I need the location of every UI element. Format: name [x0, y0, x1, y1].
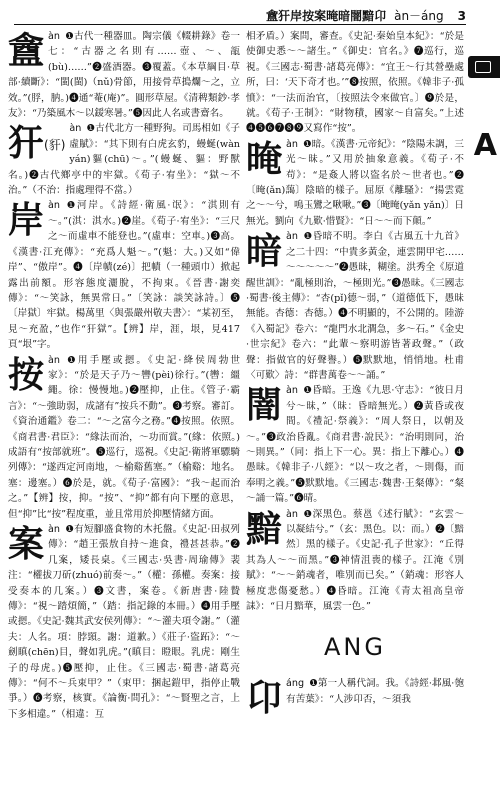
book-icon: [475, 61, 491, 73]
entry-an-dark: [246, 229, 464, 383]
definition: ❶暗。《漢書·元帝紀》：“陰陽未調，三光～昧。”又用於抽象意義。《荀子·不苟》：“是姦人將以盜名於～世者也。”❷〔晻(ǎn)藹〕陰暗的樣子。屈原《離騷》：“揚雲霓之～～兮，鳴玉鸞之啾啾。”❸〔晻晻(yǎn yǎn)〕日無光。劉向《九歎·惜賢》：“日～～而下顛。”: [246, 138, 464, 227]
definition: ❶古代一種器皿。陶宗儀《輟耕錄》卷一七：“古器之名則有……壺、～、瓿(bù)……”❷盛酒器。❸覆蓋。《本草綱目·草部·續斷》：“閩(閩)（nǔ)骨節，用接骨草搗爛～之，立效。”(脬，肭。)❹通“菴(庵)”。圓形草屋。《清稗類鈔·孝友》：“乃築風木～以鍰寒暑。”❺因此人名或書齋名。: [8, 31, 240, 120]
thumb-index-tab: [468, 56, 500, 78]
definition: ❶第一人稱代詞。我。《詩經·邶風·匏有苦葉》：“人涉卬否，～須我: [286, 678, 464, 705]
definition: ❶古代北方一種野狗。司馬相如《子虛賦》：“其下則有白虎玄豹，蟃蜒(wàn yán)貙(chū)～。”(蟃蜒、貙：野獸名。)❷古代鄉亭中的牢獄。《荀子·宥坐》：“獄～不治。”（不治：指處理得不當。）: [8, 123, 240, 197]
definition: ❶用手壓或摁。《史記·絳侯周勃世家》：“於是天子乃～轡(pèi)徐行。”(轡：繮繩。徐：慢慢地。)❷壓抑，止住。《管子·霸言》：“～強助弱，成諸有”按兵不動”。❸考察。審訂。《資治通鑑》卷二：“～之富今之務。”❹按照。依照。《商君書·君臣》：“緣法而治，～功而賞。”(緣：依照。)成語有“按部就班”。❺巡行，巡視。《史記·衛將軍驃騎列傳》：“遂西定河南地，～榆谿舊塞。”（榆谿：地名。塞：邊塞。）❻於是，就。《荀子·富國》：“我～起而治之。”【辨】按，抑。“按”、“抑”都有向下壓的意思，但“抑”比“按”程度重，並且常用於抑壓情緒方面。: [8, 354, 240, 520]
header-roman: àn－áng: [394, 9, 444, 23]
section-heading: ANG: [324, 633, 386, 662]
pronunciation: áng: [286, 678, 305, 690]
pronunciation: àn: [286, 138, 298, 150]
definition: 相矛盾。）案問，審查。《史記·秦始皇本紀》：“於是使御史悉～～諸生。”《御史：官名。》❼巡行，巡視。《三國志·蜀書·諸葛亮傳》：“宜王～行其營壘處所，曰：‘天下奇才也。’”❽按照，依照。《韓非子·孤憤》：“一法而治官，〔按照法令來做官。〕❾於是，就。《荀子·王制》：“財物積，國家～自富矣。”上述❹❺❻❼❽❾又寫作“按”。: [246, 31, 464, 135]
definition: ❶河岸。《詩經·衛風·氓》：“淇則有～。”(淇：淇水。)❷崖。《荀子·宥坐》：“三尺之～而虛車不能登也。”(虛車：空車。)❸高。《漢書·江充傳》：“充爲人魁～。”(魁：大。)又如“偉岸”、“傲岸”。❹〔岸幘(zé)〕把幘（一種頭巾）掀起露出前額。形容態度灑脫，不拘束。《晉書·謝奕傳》：“～笑詠，無異常日。”〔笑詠：談笑詠詩。〕❺〔岸獄〕牢獄。楊萬里〈與張嚴州敬夫書〉：“某初至，見～充盈，”也作“犴獄”。【辨】岸，涯，垠，見417頁“垠”字。: [8, 200, 240, 351]
headword-variant: (豻): [44, 138, 66, 153]
entry-an-dim: [246, 137, 464, 229]
headword: 岸: [8, 200, 45, 242]
definition: ❶深黑色。蔡邕《述行賦》：“玄雲～以凝結兮。”（玄：黑色。以：而。）❷〔黯然〕黑的樣子。《史記·孔子世家》：“丘得其為人～～而黑。”❸神情沮喪的樣子。江淹《別賦》：“～～銷魂者，唯別而已矣。”（銷魂：形容人極度悲傷憂愁。）❹昏暗。江淹《青太祖高皇帝誄》：“日月黯華，風雲一色。”: [246, 508, 464, 613]
entry-an-black: [246, 507, 464, 615]
entry-ang: [246, 676, 464, 720]
pronunciation: àn: [286, 508, 298, 520]
entry-an-obscure: [246, 383, 464, 506]
definition: ❶昏暗。王逸《九思·守志》：“彼日月兮～昧，”（昧：昏暗無光。）❷黃昏或夜間。《禮記·祭義》：“周人祭日，以朝及～。”❸政治昏亂。《商君書·說民》：“治明則同，治～則異。”（同：指上下一心。異：指上下離心。）❹愚昧。《韓非子·八經》：“以～攻之者，～則傷，而奉明之義。”❺默默地。《三國志·魏書·王粲傳》：“粲～誦一篇。”❻晴。: [246, 385, 464, 505]
headword: 卬: [246, 678, 283, 720]
entry-pan: [8, 29, 240, 121]
entry-an-press: [8, 353, 240, 522]
pronunciation: àn: [48, 200, 60, 212]
header-chars: 盦犴岸按案晻暗闇黯卬: [266, 9, 387, 23]
pronunciation: àn: [48, 524, 60, 535]
page-number: 3: [457, 9, 466, 23]
entry-an-shore: [8, 198, 240, 352]
entry-an-table-continued: [246, 29, 464, 137]
pronunciation: àn: [286, 231, 298, 243]
headword: 暗: [246, 231, 283, 273]
pronunciation: àn: [286, 385, 298, 397]
entry-an-table: [8, 522, 240, 722]
headword: 盦: [8, 31, 45, 72]
thumb-index-letter: A: [473, 128, 497, 163]
definition: ❶昏暗不明。李白《古風五十九首》之二十四：“中貴多黃金，連雲開甲宅……～～～～～”❷愚昧，糊塗。洪秀全《原道醒世訓》：“亂極則治，～極則光。”❸愚昧。《三國志·蜀書·後主傳》：“杏(pǐ)德～弱，”（道德低下，愚昧無能。杏德：杏德。）❹不明顯的，不公開的。陸游《入蜀記》卷六：“龍門水北澗急，多～石。”《金史·世宗紀》卷六：“此輩～察明游皆著政聲。”（政聲：指做官的好聲譽。）❺默默地，悄悄地。杜甫〈可歎〉詩：“群書萬卷～～誦。”: [246, 231, 464, 381]
headword: 案: [8, 524, 45, 565]
definition: ❶有短腳盛食物的木托盤。《史記·田叔列傳》：“趙王張敖自持～進食，禮甚甚恭。”❷几案，矮長桌。《三國志·吳書·周瑜傳》裴注：“權拔刀斫(zhuó)前奏～。”（權：孫權。奏案：接受奏本的几案。）❸文書，案卷。《新唐書·陸贄傳》：“視～踏煩簡，”（踏：指記錄的本冊。）❹用手壓或摁。《史記·魏其武安侯列傳》：“～灌夫項令謝。”（灌夫：人名。項：脖頸。謝：道歉。）《莊子·盜跖》：“～劍瞋(chēn)目，聲如乳虎。”(瞋目：瞪眼。乳虎：剛生子的母虎。)❺壓抑，止住。《三國志·蜀書·諸葛亮傳》：“何不～兵束甲？”（束甲：捆起鎧甲，指停止戰爭。）❻考察，核實。《論衡·問孔》：“～賢聖之言，上下多相違。”（相違：互: [8, 524, 240, 720]
header-text: [266, 7, 466, 24]
headword: 晻: [246, 138, 283, 180]
pronunciation: àn: [69, 123, 82, 135]
left-column: [8, 29, 240, 799]
pronunciation: àn: [48, 31, 60, 42]
headword: 黯: [246, 508, 283, 550]
pronunciation: àn: [48, 354, 60, 366]
right-column: [246, 29, 464, 799]
headword: 按: [8, 354, 45, 396]
headword: 闇: [246, 385, 283, 427]
entry-an-dog: [8, 121, 240, 198]
headword: 犴(豻): [8, 123, 66, 165]
page-header: [14, 6, 466, 25]
